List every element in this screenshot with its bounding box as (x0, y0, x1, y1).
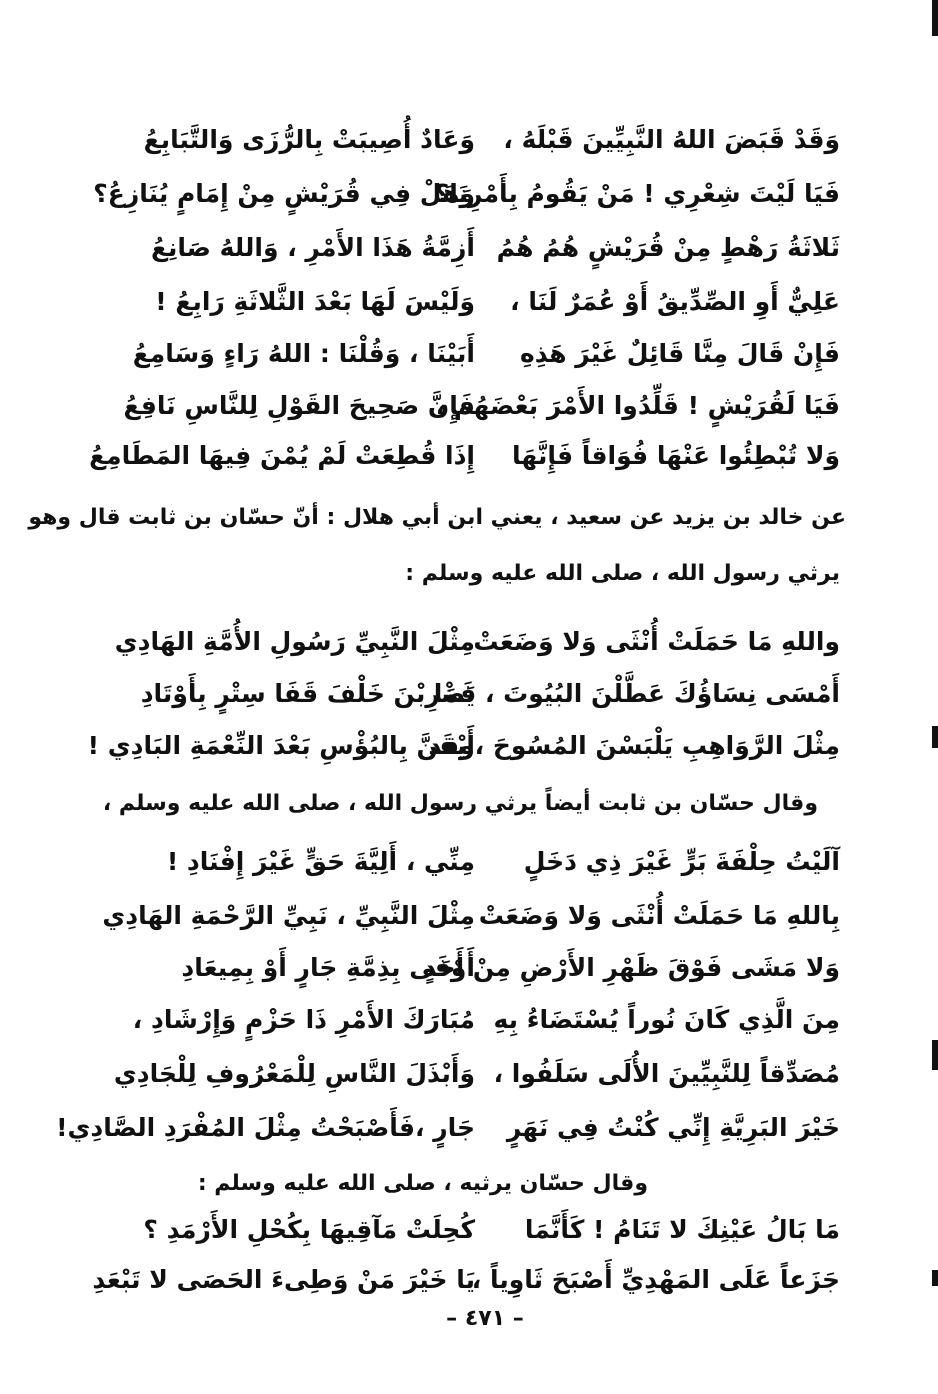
verse (114, 620, 840, 664)
verse (130, 280, 840, 324)
scan-edge-mark (932, 1040, 938, 1070)
verse-second-hemistich: يَضْرِبْنَ خَلْفَ قَفَا سِتْرٍ بِأَوْتَادِ (140, 679, 475, 708)
verse-second-hemistich: مِثْلَ النَّبِيِّ ، نَبِيِّ الرَّحْمَةِ الهَادِي (102, 901, 475, 930)
verse-first-hemistich: ثَلاثَةُ رَهْطٍ مِنْ قُرَيْشٍ هُمُ هُمُ (496, 233, 840, 262)
verse-first-hemistich: عَلِيٌّ أَوِ الصِّدِّيقُ أَوْ عُمَرٌ لَنَا ، (510, 287, 840, 316)
verse-second-hemistich: مِنِّي ، أَلِيَّةَ حَقٍّ غَيْرَ إِفْنَادِ ! (166, 847, 475, 876)
verse-first-hemistich: فَيَا لَيْتَ شِعْرِي ! مَنْ يَقُومُ بِأَمْرِنَا؟ (434, 179, 840, 208)
verse-first-hemistich: وَلا مَشَى فَوْقَ ظَهْرِ الأَرْضِ مِنْ أَحَدٍ (423, 953, 840, 982)
scan-edge-mark (932, 726, 938, 748)
verse-first-hemistich: واللهِ مَا حَمَلَتْ أُنْثَى وَلا وَضَعَتْ (473, 627, 840, 656)
verse (130, 840, 840, 884)
verse-second-hemistich: وَأَبْذَلَ النَّاسِ لِلْمَعْرُوفِ لِلْجَادِي (113, 1059, 475, 1088)
prose-intro-line: وقال حسّان يرثيه ، صلى الله عليه وسلم : (197, 1171, 648, 1196)
verse-second-hemistich: أَبَيْنَا ، وَقُلْنَا : اللهُ رَاءٍ وَسَامِعُ (132, 339, 475, 368)
verse (130, 118, 840, 162)
verse-second-hemistich: جَارٍ ،فَأَصْبَحْتُ مِثْلَ المُفْرَدِ الصَّادِي! (56, 1113, 475, 1142)
verse-first-hemistich: فَيَا لَقُرَيْشٍ ! قَلِّدُوا الأَمْرَ بَعْضَهُم ، (435, 391, 840, 420)
verse (113, 1052, 840, 1096)
scan-edge-mark (932, 1270, 938, 1286)
verse-first-hemistich: بِاللهِ مَا حَمَلَتْ أُنْثَى وَلا وَضَعَتْ (478, 901, 840, 930)
verse (123, 384, 840, 428)
verse-second-hemistich: كُحِلَتْ مَآقِيهَا بِكُحْلِ الأَرْمَدِ ؟ (143, 1215, 475, 1244)
verse-first-hemistich: آلَيْتُ حِلْفَةَ بَرٍّ غَيْرَ ذِي دَخَلٍ (523, 847, 840, 876)
verse (87, 724, 840, 768)
verse (102, 894, 840, 938)
verse (130, 946, 840, 990)
verse (56, 1106, 840, 1150)
verse-second-hemistich: إِذَا قُطِعَتْ لَمْ يُمْنَ فِيهَا المَطَامِعُ (89, 441, 475, 470)
verse-first-hemistich: جَزَعاً عَلَى المَهْدِيِّ أَصْبَحَ ثَاوِياً ، (471, 1265, 840, 1294)
verse-first-hemistich: خَيْرَ البَرِيَّةِ إِنِّي كُنْتُ فِي نَهَرٍ (506, 1113, 840, 1142)
verse-first-hemistich: مُصَدِّقاً لِلنَّبِيِّينَ الأُلَى سَلَفُوا ، (493, 1059, 840, 1088)
verse-first-hemistich: مِنَ الَّذِي كَانَ نُوراً يُسْتَضَاءُ بِهِ (493, 1005, 840, 1034)
verse-first-hemistich: وَقَدْ قَبَضَ اللهُ النَّبِيِّينَ قَبْلَهُ ، (503, 125, 840, 154)
verse-second-hemistich: أَيْقَنَّ بِالبُؤْسِ بَعْدَ النِّعْمَةِ البَادِي ! (87, 731, 475, 760)
verse-first-hemistich: مِثْلَ الرَّوَاهِبِ يَلْبَسْنَ المُسُوحَ ،وقد (428, 731, 840, 760)
verse (130, 226, 840, 270)
verse-second-hemistich: فَإِنَّ صَحِيحَ القَوْلِ لِلنَّاسِ نَافِعُ (123, 391, 475, 420)
verse-first-hemistich: وَلا تُبْطِئُوا عَنْهَا فُوَاقاً فَإِنَّهَا (512, 441, 840, 470)
verse-first-hemistich: فَإِنْ قَالَ مِنَّا قَائِلٌ غَيْرَ هَذِهِ (520, 339, 840, 368)
verse (130, 1208, 840, 1252)
verse-first-hemistich: مَا بَالُ عَيْنِكَ لا تَنَامُ ! كَأَنَّمَا (524, 1215, 840, 1244)
prose-intro-line: وقال حسّان بن ثابت أيضاً يرثي رسول الله ، صلى الله عليه وسلم ، (102, 791, 818, 816)
prose-intro-line: عن خالد بن يزيد عن سعيد ، يعني ابن أبي هلال : أنّ حسّان بن ثابت قال وهو (28, 505, 846, 530)
page-number: – ٤٧١ – (446, 1306, 524, 1331)
verse-second-hemistich: وَهَلْ فِي قُرَيْشٍ مِنْ إِمَامٍ يُنَازِعُ؟ (93, 179, 475, 208)
verse (89, 434, 840, 478)
scan-edge-mark (932, 0, 938, 36)
verse-second-hemistich: وَعَادٌ أُصِيبَتْ بِالرُّزَى وَالتَّبَابِعُ (143, 125, 475, 154)
verse-second-hemistich: مُبَارَكَ الأَمْرِ ذَا حَزْمٍ وَإِرْشَادِ ، (132, 1005, 475, 1034)
verse (130, 672, 840, 716)
verse (92, 1258, 840, 1302)
prose-intro-line: يرثي رسول الله ، صلى الله عليه وسلم : (405, 561, 840, 586)
verse (93, 172, 840, 216)
verse-second-hemistich: أَزِمَّةُ هَذَا الأَمْرِ ، وَاللهُ صَانِعُ (150, 233, 475, 262)
verse-second-hemistich: يَا خَيْرَ مَنْ وَطِىءَ الحَصَى لا تَبْعَدِ (92, 1265, 475, 1294)
verse-second-hemistich: مِثْلَ النَّبِيِّ رَسُولِ الأُمَّةِ الهَادِي (114, 627, 475, 656)
verse-second-hemistich: أَوْفَى بِذِمَّةِ جَارٍ أَوْ بِمِيعَادِ (181, 953, 475, 982)
verse-first-hemistich: أَمْسَى نِسَاؤُكَ عَطَّلْنَ البُيُوتَ ، فَمَا (433, 679, 840, 708)
verse (130, 332, 840, 376)
verse-second-hemistich: وَلَيْسَ لَهَا بَعْدَ الثَّلاثَةِ رَابِعُ ! (155, 287, 475, 316)
verse (130, 998, 840, 1042)
